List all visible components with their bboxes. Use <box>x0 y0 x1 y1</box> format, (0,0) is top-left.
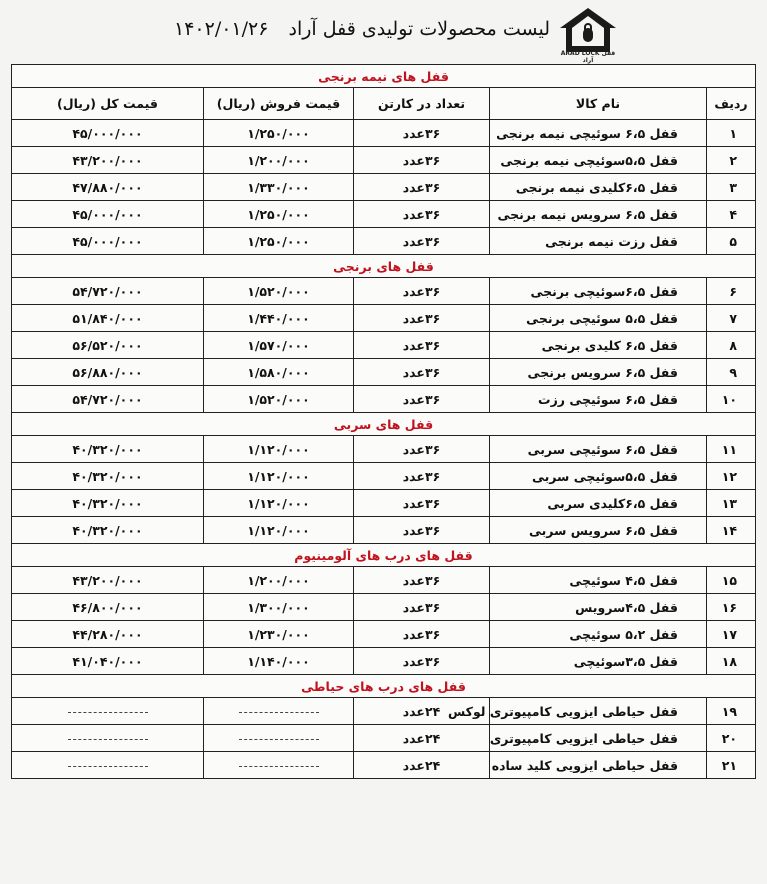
row-number: ۶ <box>707 278 756 305</box>
total-price: ۴۳/۲۰۰/۰۰۰ <box>12 567 204 594</box>
table-row <box>12 332 756 359</box>
unit-price: ۱/۳۰۰/۰۰۰ <box>204 594 354 621</box>
product-name: قفل ۴،۵سرویس <box>490 594 707 621</box>
carton-count: ۳۶عدد <box>354 567 490 594</box>
product-name: قفل ۴،۵ سوئیچی <box>490 567 707 594</box>
total-price <box>12 698 204 725</box>
price-list-sheet <box>11 64 755 779</box>
product-name: قفل ۶،۵ سرویس برنجی <box>490 359 707 386</box>
section-title: قفل های برنجی <box>12 255 756 278</box>
carton-count: ۲۴عدد <box>354 725 490 752</box>
product-name: قفل ۶،۵ سوئیچی رزت <box>490 386 707 413</box>
row-number: ۱۵ <box>707 567 756 594</box>
total-price <box>12 725 204 752</box>
section-row <box>12 413 756 436</box>
product-name: قفل ۵،۵ سوئیچی برنجی <box>490 305 707 332</box>
section-title: قفل های درب های حیاطی <box>12 675 756 698</box>
row-number: ۱۱ <box>707 436 756 463</box>
carton-count: ۳۶عدد <box>354 305 490 332</box>
table-row <box>12 147 756 174</box>
column-header-unit-price: قیمت فروش (ریال) <box>204 88 354 120</box>
product-name: قفل ۶،۵سوئیچی برنجی <box>490 278 707 305</box>
column-header-total-price: قیمت کل (ریال) <box>12 88 204 120</box>
product-name: قفل حیاطی ایزویی کامپیوتری <box>490 725 707 752</box>
row-number: ۱۶ <box>707 594 756 621</box>
carton-count: ۳۶عدد <box>354 436 490 463</box>
table-row <box>12 436 756 463</box>
page-title <box>0 18 550 40</box>
total-price: ۴۵/۰۰۰/۰۰۰ <box>12 201 204 228</box>
total-price: ۴۵/۰۰۰/۰۰۰ <box>12 120 204 147</box>
column-header-row-no: ردیف <box>707 88 756 120</box>
unit-price: ۱/۲۵۰/۰۰۰ <box>204 120 354 147</box>
table-row <box>12 517 756 544</box>
empty-price-dash <box>239 712 319 713</box>
table-row <box>12 386 756 413</box>
unit-price: ۱/۵۸۰/۰۰۰ <box>204 359 354 386</box>
table-row <box>12 359 756 386</box>
product-name: قفل ۶،۵ سوئیچی نیمه برنجی <box>490 120 707 147</box>
carton-count: ۳۶عدد <box>354 621 490 648</box>
logo-text: ARAD LOCK قفل آراد <box>560 50 616 64</box>
document-header <box>0 0 767 62</box>
product-name: قفل ۶،۵کلیدی سربی <box>490 490 707 517</box>
table-row <box>12 463 756 490</box>
carton-count: ۳۶عدد <box>354 228 490 255</box>
table-row <box>12 648 756 675</box>
product-name: قفل ۶،۵ سرویس سربی <box>490 517 707 544</box>
total-price: ۴۵/۰۰۰/۰۰۰ <box>12 228 204 255</box>
section-row <box>12 255 756 278</box>
row-number: ۷ <box>707 305 756 332</box>
table-row <box>12 278 756 305</box>
empty-price-dash <box>68 739 148 740</box>
product-name: قفل ۶،۵ کلیدی برنجی <box>490 332 707 359</box>
row-number: ۵ <box>707 228 756 255</box>
unit-price: ۱/۲۵۰/۰۰۰ <box>204 228 354 255</box>
carton-count: ۳۶عدد <box>354 278 490 305</box>
product-name: قفل حیاطی ایزویی کلید ساده <box>490 752 707 779</box>
carton-count: ۳۶عدد <box>354 174 490 201</box>
unit-price <box>204 698 354 725</box>
total-price: ۴۶/۸۰۰/۰۰۰ <box>12 594 204 621</box>
carton-count: ۳۶عدد <box>354 201 490 228</box>
product-name: قفل ۵،۵سوئیچی نیمه برنجی <box>490 147 707 174</box>
unit-price: ۱/۳۳۰/۰۰۰ <box>204 174 354 201</box>
carton-count: ۳۶عدد <box>354 386 490 413</box>
row-number: ۲ <box>707 147 756 174</box>
table-row <box>12 305 756 332</box>
total-price: ۴۳/۲۰۰/۰۰۰ <box>12 147 204 174</box>
section-row <box>12 544 756 567</box>
table-row <box>12 594 756 621</box>
total-price: ۵۱/۸۴۰/۰۰۰ <box>12 305 204 332</box>
carton-count: ۳۶عدد <box>354 147 490 174</box>
row-number: ۲۰ <box>707 725 756 752</box>
carton-count: ۳۶عدد <box>354 359 490 386</box>
product-name: قفل ۶،۵کلیدی نیمه برنجی <box>490 174 707 201</box>
row-number: ۱۷ <box>707 621 756 648</box>
carton-count: ۳۶عدد <box>354 120 490 147</box>
empty-price-dash <box>68 712 148 713</box>
product-name: قفل ۳،۵سوئیچی <box>490 648 707 675</box>
table-row <box>12 698 756 725</box>
section-row <box>12 65 756 88</box>
carton-count: ۳۶عدد <box>354 594 490 621</box>
unit-price: ۱/۱۲۰/۰۰۰ <box>204 517 354 544</box>
total-price: ۴۱/۰۴۰/۰۰۰ <box>12 648 204 675</box>
row-number: ۱۳ <box>707 490 756 517</box>
carton-count: ۲۴عدد <box>354 752 490 779</box>
product-name: قفل ۵،۲ سوئیچی <box>490 621 707 648</box>
product-name: قفل ۶،۵ سوئیچی سربی <box>490 436 707 463</box>
column-header-row <box>12 88 756 120</box>
carton-count: ۲۴عدد <box>354 698 490 725</box>
unit-price: ۱/۲۰۰/۰۰۰ <box>204 567 354 594</box>
total-price: ۴۰/۳۲۰/۰۰۰ <box>12 517 204 544</box>
carton-count: ۳۶عدد <box>354 648 490 675</box>
unit-price: ۱/۵۲۰/۰۰۰ <box>204 386 354 413</box>
row-number: ۱ <box>707 120 756 147</box>
total-price <box>12 752 204 779</box>
total-price: ۴۷/۸۸۰/۰۰۰ <box>12 174 204 201</box>
column-header-carton: تعداد در کارتن <box>354 88 490 120</box>
table-row <box>12 752 756 779</box>
table-row <box>12 174 756 201</box>
section-title: قفل های سربی <box>12 413 756 436</box>
product-name: قفل حیاطی ایزویی کامپیوتری لوکس <box>490 698 707 725</box>
total-price: ۴۰/۳۲۰/۰۰۰ <box>12 436 204 463</box>
table-row <box>12 490 756 517</box>
unit-price: ۱/۱۴۰/۰۰۰ <box>204 648 354 675</box>
row-number: ۳ <box>707 174 756 201</box>
empty-price-dash <box>68 766 148 767</box>
total-price: ۵۶/۸۸۰/۰۰۰ <box>12 359 204 386</box>
total-price: ۵۶/۵۲۰/۰۰۰ <box>12 332 204 359</box>
carton-count: ۳۶عدد <box>354 517 490 544</box>
row-number: ۴ <box>707 201 756 228</box>
column-header-name: نام کالا <box>490 88 707 120</box>
table-row <box>12 621 756 648</box>
total-price: ۴۴/۲۸۰/۰۰۰ <box>12 621 204 648</box>
total-price: ۵۴/۷۲۰/۰۰۰ <box>12 278 204 305</box>
empty-price-dash <box>239 766 319 767</box>
product-name: قفل ۶،۵ سرویس نیمه برنجی <box>490 201 707 228</box>
row-number: ۸ <box>707 332 756 359</box>
unit-price: ۱/۵۲۰/۰۰۰ <box>204 278 354 305</box>
price-table <box>11 64 756 779</box>
unit-price: ۱/۱۲۰/۰۰۰ <box>204 463 354 490</box>
empty-price-dash <box>239 739 319 740</box>
section-title: قفل های درب های آلومینیوم <box>12 544 756 567</box>
unit-price: ۱/۱۲۰/۰۰۰ <box>204 490 354 517</box>
unit-price: ۱/۴۴۰/۰۰۰ <box>204 305 354 332</box>
row-number: ۱۰ <box>707 386 756 413</box>
row-number: ۲۱ <box>707 752 756 779</box>
carton-count: ۳۶عدد <box>354 332 490 359</box>
row-number: ۱۴ <box>707 517 756 544</box>
table-row <box>12 725 756 752</box>
unit-price: ۱/۲۰۰/۰۰۰ <box>204 147 354 174</box>
total-price: ۴۰/۳۲۰/۰۰۰ <box>12 490 204 517</box>
unit-price: ۱/۲۵۰/۰۰۰ <box>204 201 354 228</box>
product-name: قفل ۵،۵سوئیچی سربی <box>490 463 707 490</box>
table-row <box>12 567 756 594</box>
carton-count: ۳۶عدد <box>354 490 490 517</box>
row-number: ۱۹ <box>707 698 756 725</box>
product-name: قفل رزت نیمه برنجی <box>490 228 707 255</box>
total-price: ۵۴/۷۲۰/۰۰۰ <box>12 386 204 413</box>
unit-price: ۱/۲۳۰/۰۰۰ <box>204 621 354 648</box>
title-text: لیست محصولات تولیدی قفل آراد <box>288 18 550 40</box>
table-row <box>12 201 756 228</box>
row-number: ۱۲ <box>707 463 756 490</box>
row-number: ۱۸ <box>707 648 756 675</box>
row-number: ۹ <box>707 359 756 386</box>
table-row <box>12 120 756 147</box>
section-row <box>12 675 756 698</box>
unit-price: ۱/۵۷۰/۰۰۰ <box>204 332 354 359</box>
unit-price: ۱/۱۲۰/۰۰۰ <box>204 436 354 463</box>
table-row <box>12 228 756 255</box>
title-date: ۱۴۰۲/۰۱/۲۶ <box>174 18 269 40</box>
carton-count: ۳۶عدد <box>354 463 490 490</box>
unit-price <box>204 725 354 752</box>
total-price: ۴۰/۳۲۰/۰۰۰ <box>12 463 204 490</box>
unit-price <box>204 752 354 779</box>
section-title: قفل های نیمه برنجی <box>12 65 756 88</box>
